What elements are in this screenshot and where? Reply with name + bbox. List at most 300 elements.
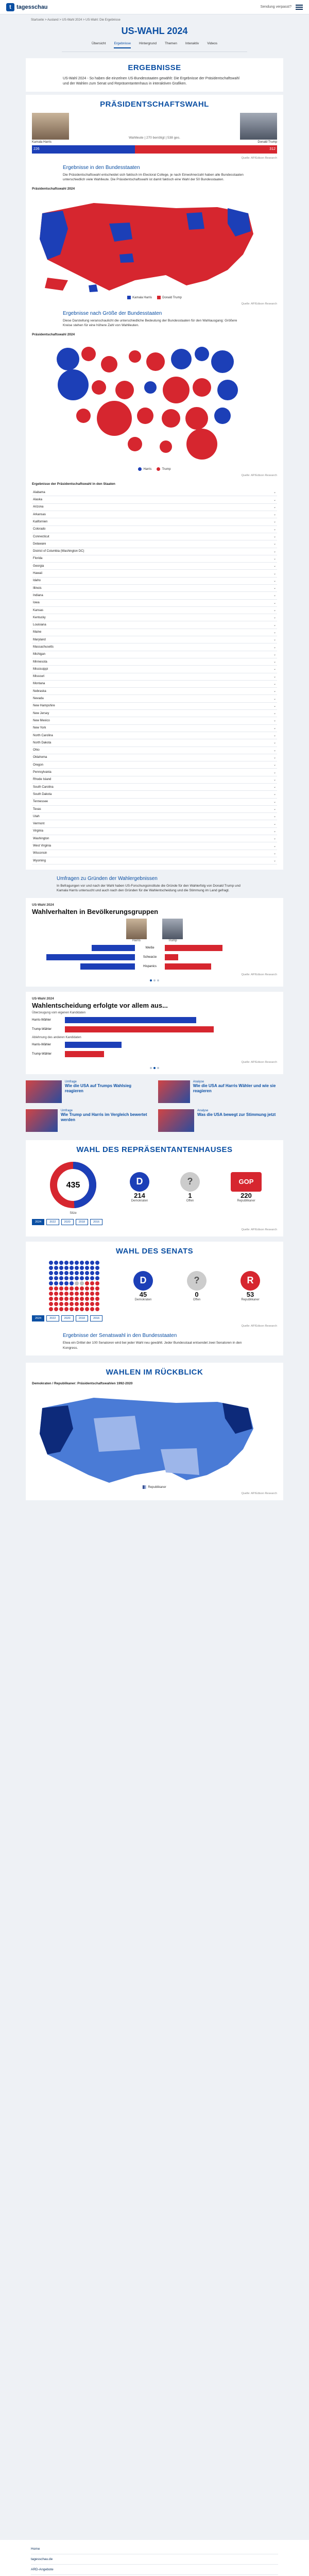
pager-dot[interactable] — [157, 979, 159, 981]
state-bubble[interactable] — [92, 380, 106, 395]
exit1-bars — [32, 944, 277, 970]
state-bubble[interactable] — [115, 381, 134, 399]
tab-results[interactable]: Ergebnisse — [114, 42, 131, 48]
senate-seat — [85, 1307, 89, 1311]
pager-dot[interactable] — [153, 979, 156, 981]
year-button[interactable]: 2022 — [46, 1315, 59, 1321]
exit1-title: Wahlverhalten in Bevölkerungsgruppen — [32, 908, 159, 916]
state-bubble[interactable] — [185, 407, 208, 430]
house-rep-label: Republikaner — [237, 1199, 255, 1202]
house-dem: 214 — [134, 1191, 145, 1199]
state-row[interactable] — [32, 563, 277, 570]
electoral-bar — [32, 145, 277, 154]
poll-row — [32, 1050, 277, 1058]
senate-seat — [85, 1292, 89, 1296]
senate-seat — [49, 1276, 53, 1280]
bubble-legend-dem-swatch — [138, 467, 142, 471]
poll-label: Hispanics — [143, 965, 157, 969]
bubble-map[interactable] — [32, 338, 277, 467]
state-row[interactable] — [32, 578, 277, 585]
chevron-down-icon: ⌄ — [273, 712, 276, 716]
poll-label: Trump-Wähler — [32, 1053, 52, 1056]
chevron-down-icon: ⌄ — [273, 668, 276, 671]
teaser-title: Wie die USA auf Trumps Wahlsieg reagieren — [64, 1083, 132, 1094]
state-row[interactable] — [32, 754, 277, 761]
senate-seat — [49, 1271, 53, 1275]
teaser-kicker: Analyse — [197, 1109, 209, 1113]
senate-seat — [90, 1286, 94, 1291]
senate-seat — [95, 1281, 99, 1285]
breadcrumb[interactable]: Startseite > Ausland > US-Wahl 2024 > US-Wahl: Die Ergebnisse — [31, 19, 121, 22]
year-button[interactable]: 2020 — [61, 1219, 74, 1225]
trump-bar — [135, 145, 277, 154]
state-row[interactable] — [32, 540, 277, 548]
senate-seat — [95, 1266, 99, 1270]
senate-seat — [90, 1302, 94, 1306]
senate-seat — [75, 1297, 79, 1301]
senate-seat — [54, 1271, 58, 1275]
state-bubble[interactable] — [146, 352, 165, 371]
state-row[interactable] — [32, 857, 277, 865]
state-row[interactable] — [32, 835, 277, 842]
senate-seat — [64, 1292, 68, 1296]
teaser-image — [26, 1080, 62, 1103]
state-row[interactable] — [32, 614, 277, 621]
map-rep-area — [40, 203, 253, 291]
state-name: Oregon — [33, 763, 44, 767]
senate-seat — [59, 1261, 63, 1265]
chevron-down-icon: ⌄ — [273, 557, 276, 561]
house-dem-label: Demokraten — [131, 1199, 148, 1202]
harris-votes: 226 — [33, 147, 40, 151]
chevron-down-icon: ⌄ — [273, 609, 276, 613]
teaser[interactable] — [26, 1109, 151, 1132]
trump-block — [240, 113, 277, 140]
poll-bar — [65, 1017, 196, 1023]
senate-seat — [49, 1302, 53, 1306]
history-map-svg — [32, 1387, 264, 1485]
state-name: Michigan — [33, 653, 46, 656]
history-map-plains — [94, 1416, 140, 1452]
exit1-pager[interactable] — [32, 979, 277, 981]
state-row[interactable] — [32, 784, 277, 791]
senate-seat — [75, 1281, 79, 1285]
state-row[interactable] — [32, 555, 277, 563]
senate-seat — [85, 1261, 89, 1265]
senate-year-buttons — [32, 1315, 277, 1321]
state-bubble[interactable] — [81, 347, 96, 361]
legend-rep-swatch — [157, 296, 161, 299]
year-button[interactable]: 2018 — [76, 1315, 88, 1321]
state-name: Wyoming — [33, 859, 46, 862]
senate-seat — [64, 1286, 68, 1291]
menu-icon[interactable] — [296, 5, 303, 10]
state-row[interactable] — [32, 658, 277, 666]
senate-seat — [90, 1297, 94, 1301]
state-accordion — [32, 489, 277, 865]
legend-dem-swatch — [127, 296, 131, 299]
teaser-image — [158, 1080, 190, 1103]
senate-seat — [70, 1302, 74, 1306]
gop-elephant-icon: R — [241, 1271, 260, 1291]
tab-interactive[interactable]: Interaktiv — [185, 42, 199, 45]
house-total: 435 — [66, 1181, 80, 1190]
senate-map-text: Etwa ein Drittel der 100 Senatoren wird bei jeder Wahl neu gewählt. Jeder Bundesstaat entsendet zwei Senatoren in den Kongress. — [63, 1341, 242, 1350]
logo-icon: t — [6, 3, 14, 11]
bubble-legend-rep: Trump — [162, 468, 171, 471]
state-bubble[interactable] — [163, 377, 190, 403]
state-row[interactable] — [32, 592, 277, 599]
state-bubble[interactable] — [129, 350, 141, 363]
state-name: Washington — [33, 837, 49, 840]
exit2-bars-1 — [32, 1016, 277, 1033]
state-name: Louisiana — [33, 623, 46, 627]
teaser-row-1 — [26, 1080, 283, 1103]
state-name: Texas — [33, 807, 41, 811]
state-name: Illinois — [33, 586, 42, 590]
state-row[interactable] — [32, 548, 277, 555]
senate-seat — [75, 1307, 79, 1311]
senate-seat — [64, 1297, 68, 1301]
state-row[interactable] — [32, 695, 277, 702]
senate-seat — [70, 1307, 74, 1311]
pager-dot[interactable] — [150, 979, 152, 981]
state-row[interactable] — [32, 828, 277, 835]
history-legend-swatch — [143, 1485, 146, 1489]
chevron-down-icon: ⌄ — [273, 660, 276, 664]
harris-photo — [32, 113, 69, 140]
poll-bar-rep — [165, 945, 222, 951]
senate-open-label: Offen — [193, 1298, 201, 1301]
state-row[interactable] — [32, 489, 277, 496]
state-row[interactable] — [32, 806, 277, 813]
state-row[interactable] — [32, 769, 277, 776]
teaser[interactable] — [158, 1080, 283, 1103]
senate-rep-label: Republikaner — [241, 1298, 260, 1301]
chevron-down-icon: ⌄ — [273, 631, 276, 634]
state-bubble[interactable] — [211, 350, 234, 373]
state-name: Arizona — [33, 505, 44, 509]
poll-bar-dem — [46, 954, 135, 960]
pager-dot[interactable] — [150, 1067, 152, 1069]
senate-seat — [75, 1261, 79, 1265]
state-row[interactable] — [32, 585, 277, 592]
state-row[interactable] — [32, 496, 277, 503]
chevron-down-icon: ⌄ — [273, 800, 276, 804]
chevron-down-icon: ⌄ — [273, 638, 276, 642]
poll-bar-rep — [165, 954, 178, 960]
state-name: Ohio — [33, 749, 40, 752]
state-bubble[interactable] — [214, 408, 231, 424]
poll-label: Schwarze — [143, 956, 157, 959]
chevron-down-icon: ⌄ — [273, 786, 276, 789]
year-button[interactable]: 2016 — [90, 1315, 102, 1321]
state-bubble[interactable] — [97, 401, 132, 436]
dem-logo-icon: D — [133, 1271, 153, 1291]
state-bubble[interactable] — [186, 429, 217, 460]
state-row[interactable] — [32, 600, 277, 607]
chevron-down-icon: ⌄ — [273, 741, 276, 745]
chevron-down-icon: ⌄ — [273, 572, 276, 575]
senate-seat — [85, 1286, 89, 1291]
year-button[interactable]: 2024 — [32, 1315, 44, 1321]
exit2-bars-2 — [32, 1041, 277, 1058]
teaser[interactable] — [158, 1109, 283, 1132]
senate-seat — [85, 1281, 89, 1285]
poll-row — [32, 1026, 277, 1033]
state-bubble[interactable] — [217, 380, 238, 400]
state-name: Minnesota — [33, 660, 47, 664]
senate-seat — [54, 1266, 58, 1270]
chevron-down-icon: ⌄ — [273, 550, 276, 553]
state-row[interactable] — [32, 717, 277, 724]
senate-seat — [85, 1276, 89, 1280]
state-bubble[interactable] — [76, 409, 91, 423]
chevron-down-icon: ⌄ — [273, 837, 276, 841]
footer-link[interactable]: ARD-Angebote — [31, 2565, 278, 2575]
state-row[interactable] — [32, 651, 277, 658]
bubble-legend — [32, 467, 277, 471]
chevron-down-icon: ⌄ — [273, 535, 276, 539]
state-bubble[interactable] — [144, 381, 157, 394]
teaser-title: Was die USA bewegt zur Stimmung jetzt — [197, 1112, 276, 1117]
state-row[interactable] — [32, 799, 277, 806]
state-name: North Carolina — [33, 734, 53, 737]
exit2-pager[interactable] — [32, 1067, 277, 1069]
map-legend — [32, 296, 277, 299]
top-bar — [0, 0, 309, 14]
state-row[interactable] — [32, 570, 277, 577]
chevron-down-icon: ⌄ — [273, 594, 276, 598]
chevron-down-icon: ⌄ — [273, 601, 276, 605]
exit1-harris-name: Harris — [132, 939, 141, 943]
state-row[interactable] — [32, 666, 277, 673]
exit2-group2: Ablehnung des anderen Kandidaten — [32, 1036, 81, 1040]
state-bubble[interactable] — [58, 369, 89, 400]
senate-seat — [95, 1276, 99, 1280]
trump-name: Donald Trump — [258, 140, 277, 144]
map-source: Quelle: AP/Edison Research — [241, 302, 277, 306]
state-name: North Dakota — [33, 741, 52, 744]
footer-link[interactable]: Home — [31, 2544, 278, 2554]
state-name: Montana — [33, 682, 45, 686]
senate-seat — [70, 1281, 74, 1285]
senate-seat — [64, 1307, 68, 1311]
state-name: New Hampshire — [33, 704, 55, 708]
state-row[interactable] — [32, 850, 277, 857]
state-row[interactable] — [32, 813, 277, 820]
footer-link[interactable]: tagesschau.de — [31, 2554, 278, 2565]
state-row[interactable] — [32, 629, 277, 636]
year-button[interactable]: 2016 — [90, 1219, 102, 1225]
state-bubble[interactable] — [195, 347, 209, 361]
state-row[interactable] — [32, 747, 277, 754]
map-chart-title: Präsidentschaftswahl 2024 — [32, 187, 75, 191]
house-open-label: Offen — [186, 1199, 194, 1202]
top-right — [261, 5, 303, 10]
state-row[interactable] — [32, 511, 277, 518]
poll-row — [32, 954, 277, 961]
exit1-kicker: US-Wahl 2024 — [32, 903, 54, 907]
history-legend: Republikaner — [148, 1485, 166, 1489]
history-heading: WAHLEN IM RÜCKBLICK — [106, 1367, 203, 1377]
poll-row — [32, 963, 277, 970]
state-row[interactable] — [32, 732, 277, 739]
state-name: Kansas — [33, 608, 44, 612]
senate-seat — [70, 1286, 74, 1291]
missed-broadcast-link[interactable]: Sendung verpasst? — [260, 5, 291, 9]
bubble-legend-rep-swatch — [157, 467, 160, 471]
senate-source: Quelle: AP/Edison Research — [241, 1325, 277, 1328]
year-button[interactable]: 2020 — [61, 1315, 74, 1321]
senate-seat — [80, 1292, 84, 1296]
state-row[interactable] — [32, 842, 277, 850]
state-bubble[interactable] — [171, 349, 192, 369]
state-row[interactable] — [32, 776, 277, 784]
state-row[interactable] — [32, 526, 277, 533]
chevron-down-icon: ⌄ — [273, 793, 276, 796]
senate-seat — [54, 1292, 58, 1296]
chevron-down-icon: ⌄ — [273, 756, 276, 759]
senate-seat — [75, 1286, 79, 1291]
history-legend — [32, 1485, 277, 1489]
state-row[interactable] — [32, 533, 277, 540]
state-row[interactable] — [32, 820, 277, 827]
senate-seat — [95, 1307, 99, 1311]
page-title: US-WAHL 2024 — [121, 26, 188, 36]
tab-overview[interactable]: Übersicht — [92, 42, 106, 45]
state-bubble[interactable] — [160, 440, 172, 453]
map-text: Die Präsidentschaftswahl entscheidet sich faktisch im Electoral College, je nach Einwohnerzahl haben alle Bundesstaaten unterschiedlich viele Wahlleute. Die Präsidentschaftswahl ist damit faktisch eine Wahl der 50 Bundesstaaten. — [63, 173, 244, 181]
state-name: Nebraska — [33, 689, 46, 693]
senate-seat-grid — [49, 1261, 99, 1311]
exit2-kicker: US-Wahl 2024 — [32, 997, 54, 1001]
state-row[interactable] — [32, 681, 277, 688]
senate-seat — [85, 1266, 89, 1270]
state-name: New York — [33, 726, 46, 730]
state-row[interactable] — [32, 636, 277, 643]
history-map[interactable] — [32, 1387, 277, 1485]
exit-poll-motives — [26, 992, 283, 1074]
state-row[interactable] — [32, 688, 277, 695]
gop-logo-icon: GOP — [231, 1172, 262, 1192]
state-name: Georgia — [33, 564, 44, 568]
chevron-down-icon: ⌄ — [273, 587, 276, 590]
senate-seat — [90, 1276, 94, 1280]
senate-seat — [59, 1302, 63, 1306]
senate-seat — [75, 1302, 79, 1306]
state-row[interactable] — [32, 725, 277, 732]
results-intro: US-Wahl 2024 - So haben die einzelnen US-Bundesstaaten gewählt: Die Ergebnisse der Präsidentschaftswahl und der Wahlen zum Senat und Repräsentantenhaus in interaktiven Grafiken. — [63, 77, 239, 86]
state-name: Alabama — [33, 490, 45, 494]
senate-seat — [54, 1302, 58, 1306]
chevron-down-icon: ⌄ — [273, 749, 276, 752]
state-bubble[interactable] — [137, 408, 153, 424]
map-heading: Ergebnisse in den Bundesstaaten — [63, 164, 140, 171]
senate-seat — [85, 1271, 89, 1275]
senate-rep: 53 — [246, 1290, 254, 1298]
chevron-down-icon: ⌄ — [273, 646, 276, 649]
state-name: Pennsylvania — [33, 771, 52, 774]
state-name: Idaho — [33, 579, 41, 583]
president-card — [26, 95, 283, 870]
year-button[interactable]: 2024 — [32, 1219, 44, 1225]
chevron-down-icon: ⌄ — [273, 822, 276, 826]
bubble-chart-title: Präsidentschaftswahl 2024 — [32, 333, 75, 337]
state-bubble[interactable] — [162, 409, 180, 428]
chevron-down-icon: ⌄ — [273, 734, 276, 738]
poll-row — [32, 1041, 277, 1048]
senate-seat — [64, 1281, 68, 1285]
state-name: Nevada — [33, 697, 44, 701]
state-name: Kalifornien — [33, 520, 48, 523]
history-map-south — [161, 1448, 199, 1475]
state-name: Hawaii — [33, 572, 43, 575]
state-bubble[interactable] — [128, 437, 142, 451]
state-name: New Mexico — [33, 719, 50, 722]
senate-card — [26, 1242, 283, 1355]
senate-seat — [49, 1261, 53, 1265]
logo[interactable] — [6, 3, 48, 11]
exit1-source: Quelle: AP/Edison Research — [241, 973, 277, 977]
legend-dem: Kamala Harris — [132, 296, 152, 299]
tab-background[interactable]: Hintergrund — [139, 42, 157, 45]
year-button[interactable]: 2022 — [46, 1219, 59, 1225]
state-row[interactable] — [32, 710, 277, 717]
state-row[interactable] — [32, 643, 277, 651]
senate-seat — [49, 1281, 53, 1285]
senate-heading: WAHL DES SENATS — [115, 1247, 194, 1256]
house-open: 1 — [188, 1191, 192, 1199]
state-row[interactable] — [32, 703, 277, 710]
tab-topics[interactable]: Themen — [164, 42, 177, 45]
senate-dem-label: Demokraten — [134, 1298, 152, 1301]
year-button[interactable]: 2018 — [76, 1219, 88, 1225]
section-tabs — [62, 42, 247, 52]
history-card — [26, 1363, 283, 1500]
us-results-map[interactable] — [32, 193, 277, 296]
state-bubble[interactable] — [193, 378, 211, 397]
teaser[interactable] — [26, 1080, 151, 1103]
senate-seat — [59, 1266, 63, 1270]
state-name: Utah — [33, 815, 40, 818]
state-row[interactable] — [32, 761, 277, 769]
pager-dot[interactable] — [153, 1067, 156, 1069]
state-row[interactable] — [32, 518, 277, 526]
senate-seat — [54, 1297, 58, 1301]
state-bubble[interactable] — [101, 356, 117, 372]
pager-dot[interactable] — [157, 1067, 159, 1069]
chevron-down-icon: ⌄ — [273, 815, 276, 819]
history-map-mid — [40, 1398, 253, 1483]
exit1-trump-name: Trump — [168, 939, 177, 943]
state-row[interactable] — [32, 673, 277, 681]
state-row[interactable] — [32, 791, 277, 798]
state-row[interactable] — [32, 739, 277, 747]
state-bubble[interactable] — [57, 348, 79, 370]
senate-seat — [95, 1286, 99, 1291]
state-row[interactable] — [32, 607, 277, 614]
poll-bar — [65, 1042, 122, 1048]
state-row[interactable] — [32, 504, 277, 511]
state-row[interactable] — [32, 621, 277, 629]
exit1-harris-photo — [126, 919, 147, 939]
exit2-title: Wahlentscheidung erfolgte vor allem aus... — [32, 1002, 168, 1010]
chevron-down-icon: ⌄ — [273, 808, 276, 811]
exit-text: In Befragungen vor und nach der Wahl haben US-Forschungsinstitute die Gründe für den Wahlerfolg von Donald Trump und Kamala Harris untersucht und auch nach den Gründen für die Wahlentscheidung und die Stimmung im Land gefragt. — [57, 884, 241, 893]
senate-seat — [90, 1271, 94, 1275]
tab-videos[interactable]: Videos — [207, 42, 217, 45]
